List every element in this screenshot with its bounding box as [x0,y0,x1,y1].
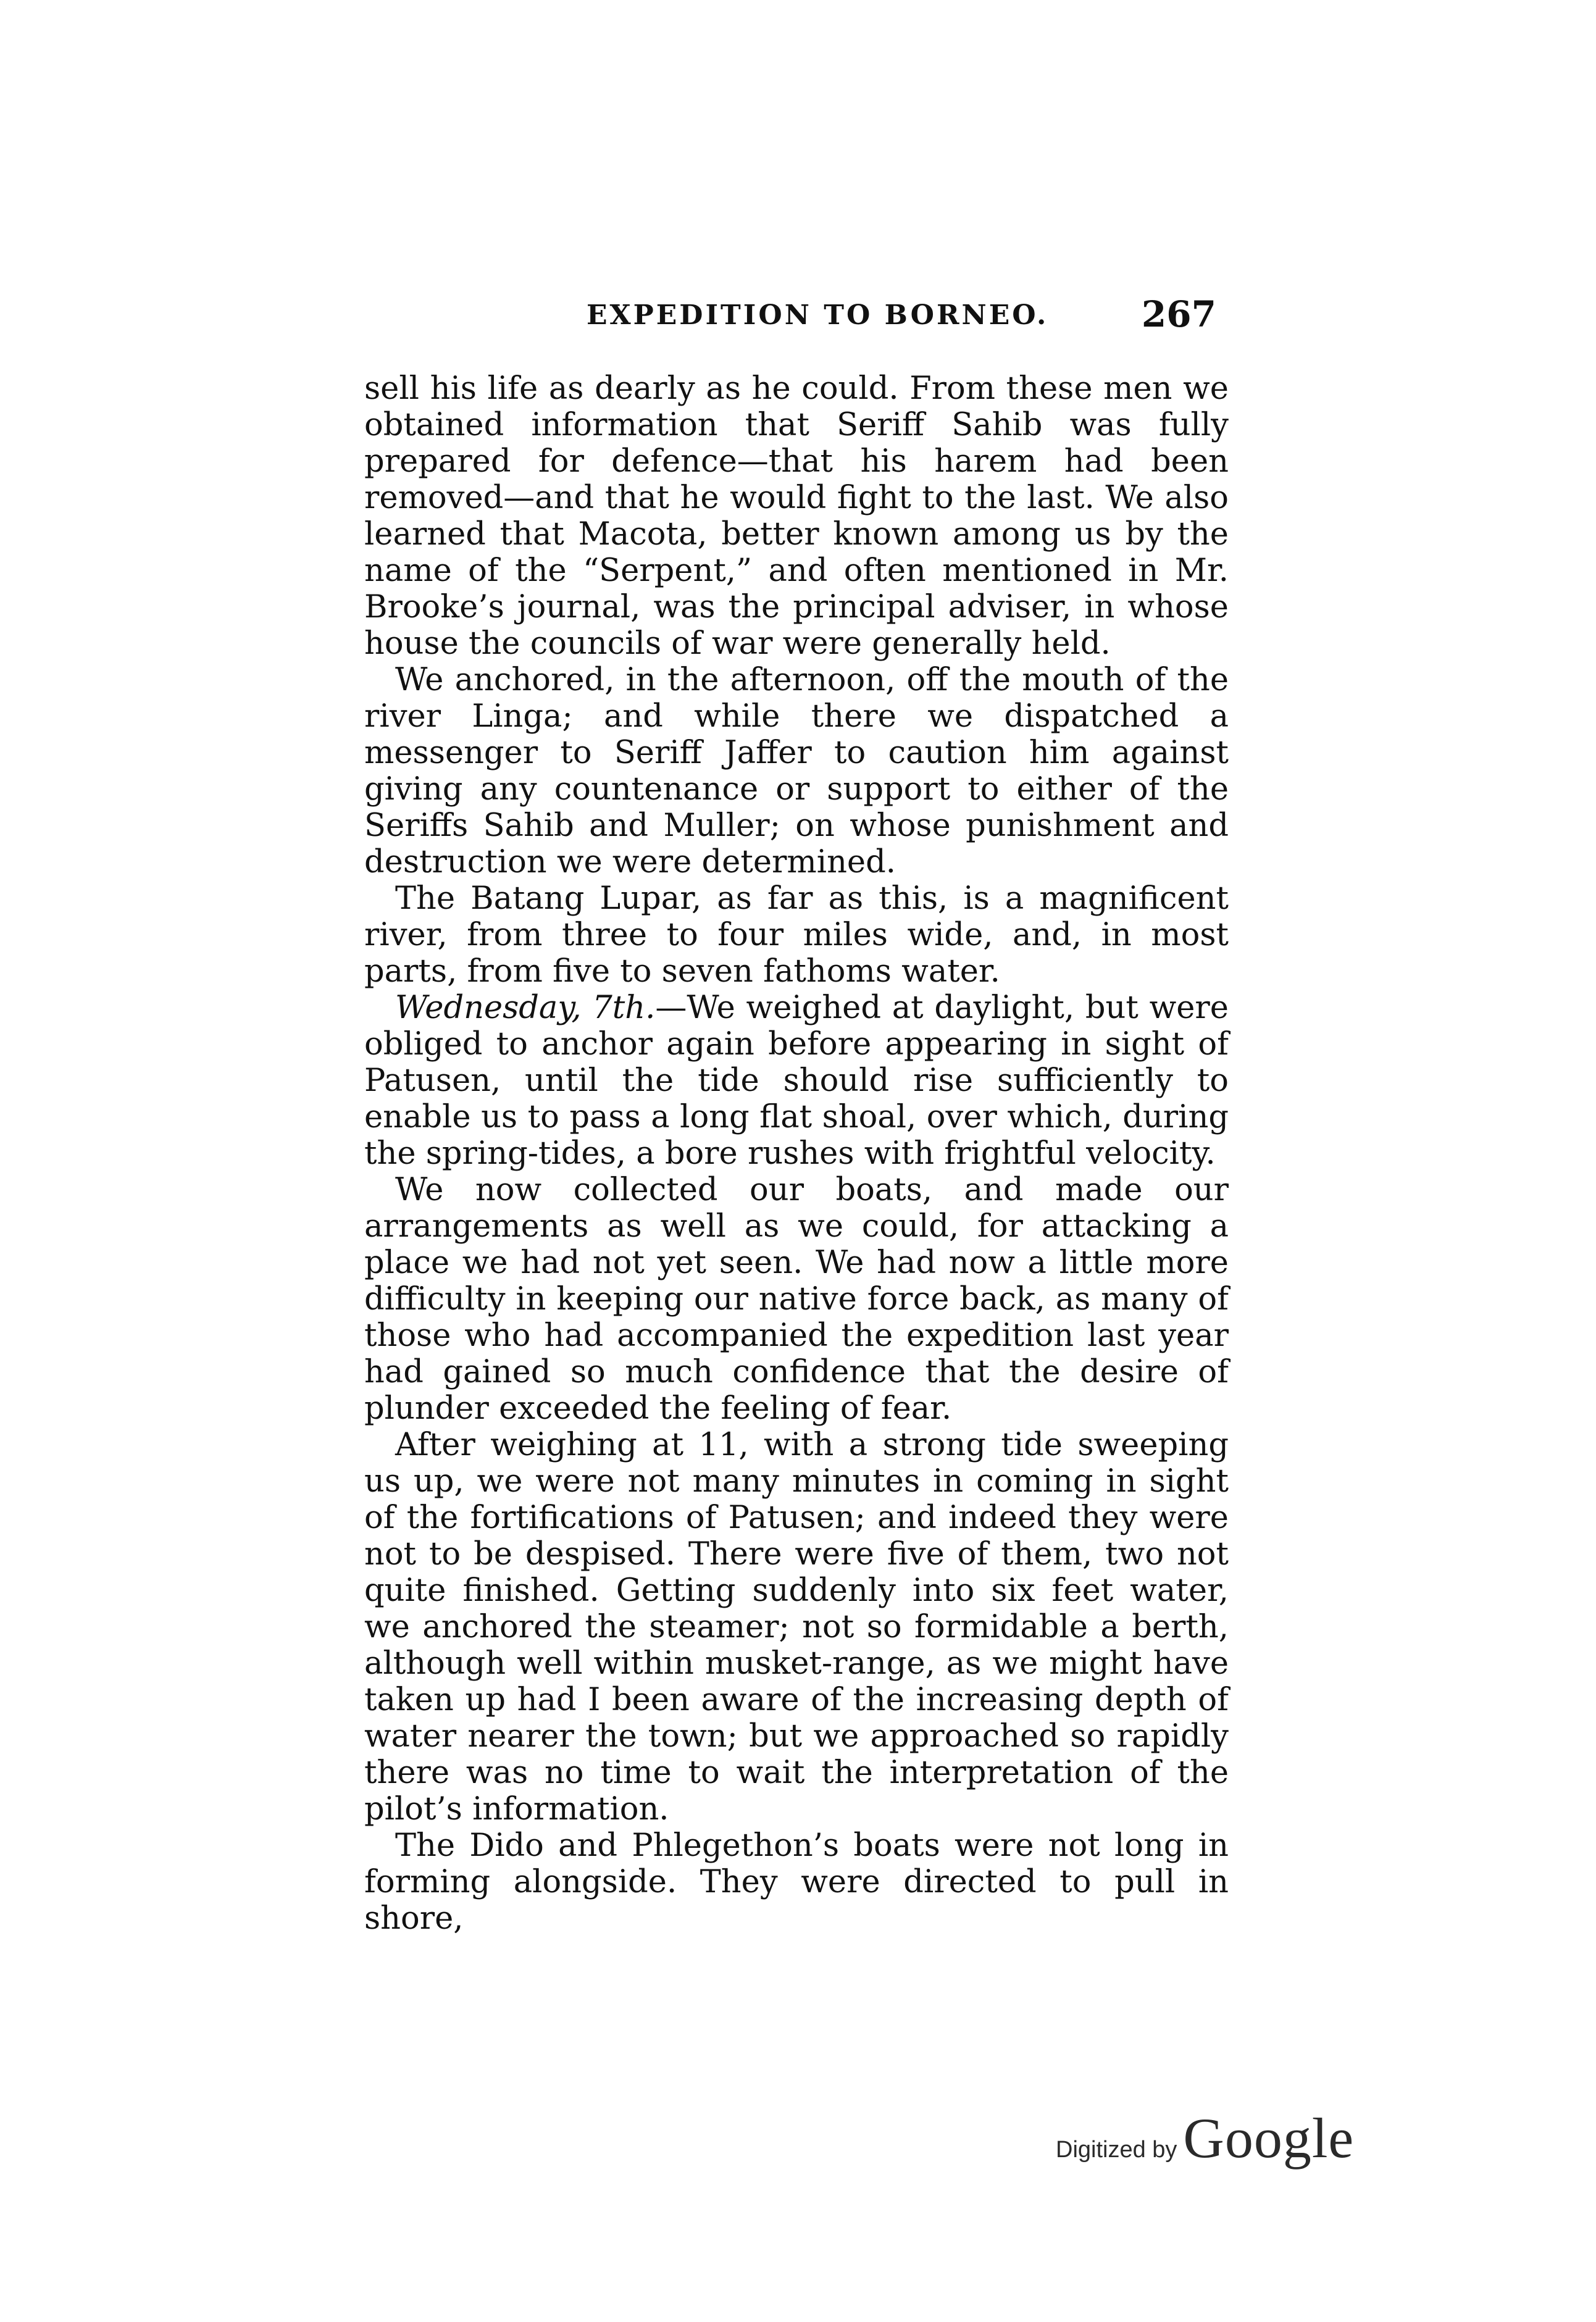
paragraph-2 [364,662,1229,880]
digitized-watermark [1056,2105,1355,2170]
watermark-brand: Google [1183,2107,1355,2170]
paragraph-3 [364,880,1229,990]
paragraph-4 [364,990,1229,1172]
paragraph-4-text: —We weighed at daylight, but were obliged to anchor again before appearing in sight of Patusen, until the tide should rise sufficiently to enable us to pass a long flat shoal, over which, during the spring-tides, a bore rushes with frightful velocity. [364,990,1229,1172]
paragraph-2-text: We anchored, in the afternoon, off the mouth of the river Linga; and while there we dispatched a messenger to Seriff Jaffer to caution him against giving any countenance or support to either of the Seriffs Sahib and Muller; on whose punishment and destruction we were determined. [364,662,1229,880]
paragraph-7-text: The Dido and Phlegethon’s boats were not long in forming alongside. They were directed to pull in shore, [364,1827,1229,1937]
page-number: 267 [1141,293,1216,335]
running-head: EXPEDITION TO BORNEO. [587,299,1049,331]
paragraph-6-text: After weighing at 11, with a strong tide sweeping us up, we were not many minutes in coming in sight of the fortifications of Patusen; and indeed they were not to be despised. There were five of them, two not quite finished. Getting suddenly into six feet water, we anchored the steamer; not so formidable a berth, although well within musket-range, as we might have taken up had I been aware of the increasing depth of water nearer the town; but we approached so rapidly there was no time to wait the interpretation of the pilot’s information. [364,1427,1229,1827]
paragraph-1-text: sell his life as dearly as he could. From these men we obtained information that Seriff Sahib was fully prepared for defence—that his harem had been removed—and that he would fight to the last. We also learned that Macota, better known among us by the name of the “Serpent,” and often mentioned in Mr. Brooke’s journal, was the principal adviser, in whose house the councils of war were generally held. [364,370,1229,662]
paragraph-5-text: We now collected our boats, and made our arrangements as well as we could, for attacking a place we had not yet seen. We had now a little more difficulty in keeping our native force back, as many of those who had accompanied the expedition last year had gained so much confidence that the desire of plunder exceeded the feeling of fear. [364,1172,1229,1427]
paragraph-7 [364,1827,1229,1937]
watermark-prefix: Digitized by [1056,2137,1177,2163]
paragraph-3-text: The Batang Lupar, as far as this, is a magnificent river, from three to four miles wide, and, in most parts, from five to seven fathoms water. [364,880,1229,990]
body-text [364,370,1229,1937]
paragraph-5 [364,1172,1229,1427]
page-header [364,293,1229,336]
paragraph-1 [364,370,1229,662]
paragraph-4-date: Wednesday, 7th. [395,990,656,1026]
paragraph-6 [364,1427,1229,1827]
